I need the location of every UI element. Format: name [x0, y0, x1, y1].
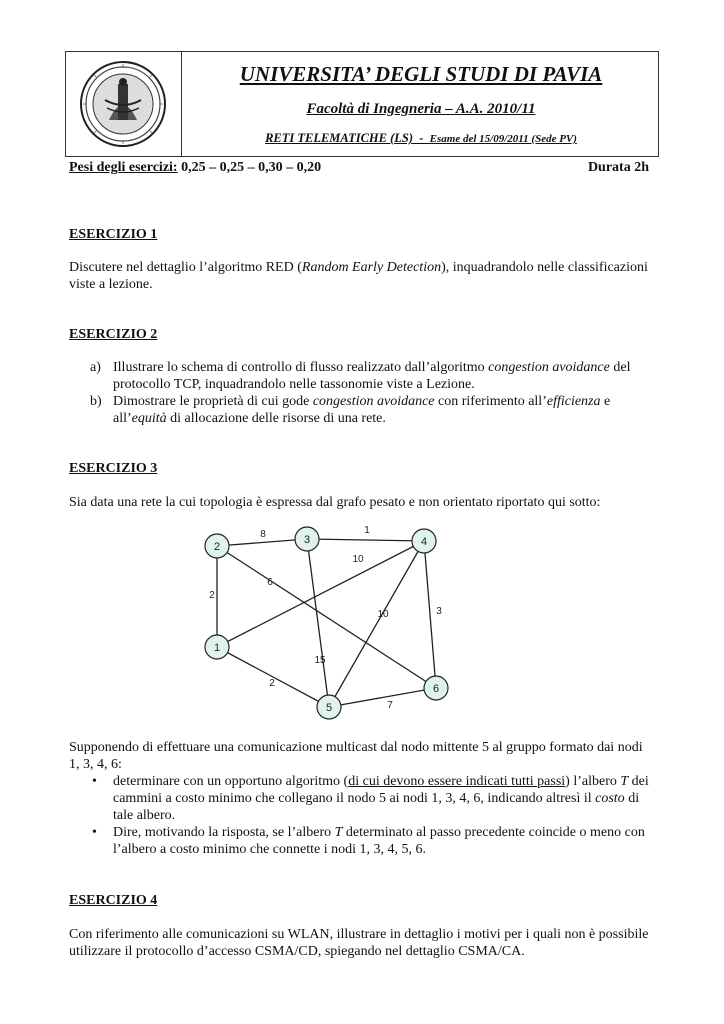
- ex3-i1-a: determinare con un opportuno algoritmo (: [113, 774, 349, 789]
- ex3-i1-b: ) l’albero: [565, 774, 621, 789]
- edge-weight-label: 6: [267, 577, 273, 588]
- exercise-4-title: ESERCIZIO 4: [69, 893, 158, 908]
- ex3-i1-underline: di cui devono essere indicati tutti passi: [348, 774, 566, 789]
- edge-weight-label: 2: [209, 590, 215, 601]
- weights-label: Pesi degli esercizi:: [69, 160, 178, 175]
- ex3-i2-T: T: [334, 825, 343, 840]
- edge-weight-label: 15: [314, 655, 326, 666]
- ex2-a-em: congestion avoidance: [488, 360, 610, 375]
- ex2-a-text2: del protocollo TCP, inquadrandolo nelle tassonomie viste a Lezione.: [113, 360, 631, 392]
- graph-node-label: 1: [213, 642, 221, 654]
- weighted-graph: [190, 520, 460, 725]
- graph-node-label: 5: [325, 702, 333, 714]
- bullet-icon: •: [92, 774, 97, 789]
- exercise-2-list: [90, 359, 655, 427]
- weights-values: 0,25 – 0,25 – 0,30 – 0,20: [177, 160, 322, 175]
- exercise-3-list: [90, 773, 655, 858]
- graph-edge-1-5: [217, 647, 329, 707]
- university-seal-icon: [79, 60, 167, 148]
- exercise-1-title: ESERCIZIO 1: [69, 227, 158, 242]
- ex3-i1-T: T: [620, 774, 629, 789]
- list-item: [90, 359, 655, 393]
- ex1-text-a: Discutere nel dettaglio l’algoritmo RED (: [69, 260, 302, 275]
- ex2-a-text: Illustrare lo schema di controllo di flusso realizzato dall’algoritmo: [113, 360, 489, 375]
- university-title: UNIVERSITA’ DEGLI STUDI DI PAVIA: [239, 62, 603, 86]
- exam-line: [182, 131, 660, 146]
- ex3-i2-b: determinato al passo precedente coincide o meno con l’albero a costo minimo che connette i nodi 1, 3, 4, 5, 6.: [113, 825, 645, 857]
- exercise-4-text: Con riferimento alle comunicazioni su WLAN, illustrare in dettaglio i motivi per i quali non è possibile utilizzare il protocollo d’accesso CSMA/CD, spiegando nel dettaglio CSMA/CA.: [69, 927, 649, 959]
- graph-node-label: 3: [303, 534, 311, 546]
- ex1-text-em: Random Early Detection: [301, 260, 442, 275]
- edge-weight-label: 10: [377, 609, 389, 620]
- graph-edge-4-6: [424, 541, 436, 688]
- list-item: [90, 773, 655, 824]
- ex3-i1-c: dei cammini a costo minimo che collegano il nodo 5 ai nodi 1, 3, 4, 6, indicando altresì il: [113, 774, 649, 806]
- exercise-3-intro: Sia data una rete la cui topologia è espressa dal grafo pesato e non orientato riportato qui sotto:: [69, 495, 601, 510]
- course-name: RETI TELEMATICHE (LS) -: [265, 131, 430, 145]
- edge-weight-label: 3: [436, 606, 442, 617]
- exercise-2-title: ESERCIZIO 2: [69, 327, 158, 342]
- weights-line: [69, 160, 321, 176]
- item-marker: b): [90, 394, 102, 409]
- exercise-3-question: Supponendo di effettuare una comunicazione multicast dal nodo mittente 5 al gruppo formato dai nodi 1, 3, 4, 6:: [69, 740, 643, 772]
- exam-date: Esame del 15/09/2011 (Sede PV): [429, 133, 577, 145]
- ex3-i2-a: Dire, motivando la risposta, se l’albero: [113, 825, 335, 840]
- edge-weight-label: 1: [364, 525, 370, 536]
- graph-edge-2-3: [217, 539, 307, 546]
- logo-cell: [66, 52, 182, 156]
- graph-node-label: 6: [432, 683, 440, 695]
- graph-edge-5-6: [329, 688, 436, 707]
- graph-edge-2-6: [217, 546, 436, 688]
- graph-edge-3-4: [307, 539, 424, 541]
- faculty-title: Facoltà di Ingegneria – A.A. 2010/11: [306, 101, 536, 117]
- exercise-1-text: [69, 259, 654, 293]
- graph-edge-3-5: [307, 539, 329, 707]
- duration: Durata 2h: [587, 160, 649, 175]
- ex2-b-text4: di allocazione delle risorse di una rete.: [166, 411, 386, 426]
- graph-node-label: 2: [213, 541, 221, 553]
- ex3-i1-em: costo: [595, 791, 625, 806]
- list-item: [90, 824, 655, 858]
- edge-weight-label: 2: [269, 678, 275, 689]
- exercise-3-title: ESERCIZIO 3: [69, 461, 158, 476]
- ex2-b-em2: efficienza: [546, 394, 601, 409]
- ex2-b-em1: congestion avoidance: [312, 394, 435, 409]
- header-box: [65, 51, 659, 157]
- graph-node-label: 4: [420, 536, 428, 548]
- bullet-icon: •: [92, 825, 97, 840]
- ex2-b-em3: equità: [131, 411, 167, 426]
- ex2-b-text2: con riferimento all’: [434, 394, 547, 409]
- list-item: [90, 393, 655, 427]
- ex3-i1-d: di tale albero.: [113, 791, 640, 823]
- edge-weight-label: 7: [387, 700, 393, 711]
- edge-weight-label: 8: [260, 529, 266, 540]
- edge-weight-label: 10: [352, 554, 364, 565]
- ex2-b-text: Dimostrare le proprietà di cui gode: [113, 394, 313, 409]
- ex1-text-b: ), inquadrandolo nelle classificazioni viste a lezione.: [69, 260, 648, 292]
- item-marker: a): [90, 360, 101, 375]
- ex2-b-text3: e all’: [113, 394, 611, 426]
